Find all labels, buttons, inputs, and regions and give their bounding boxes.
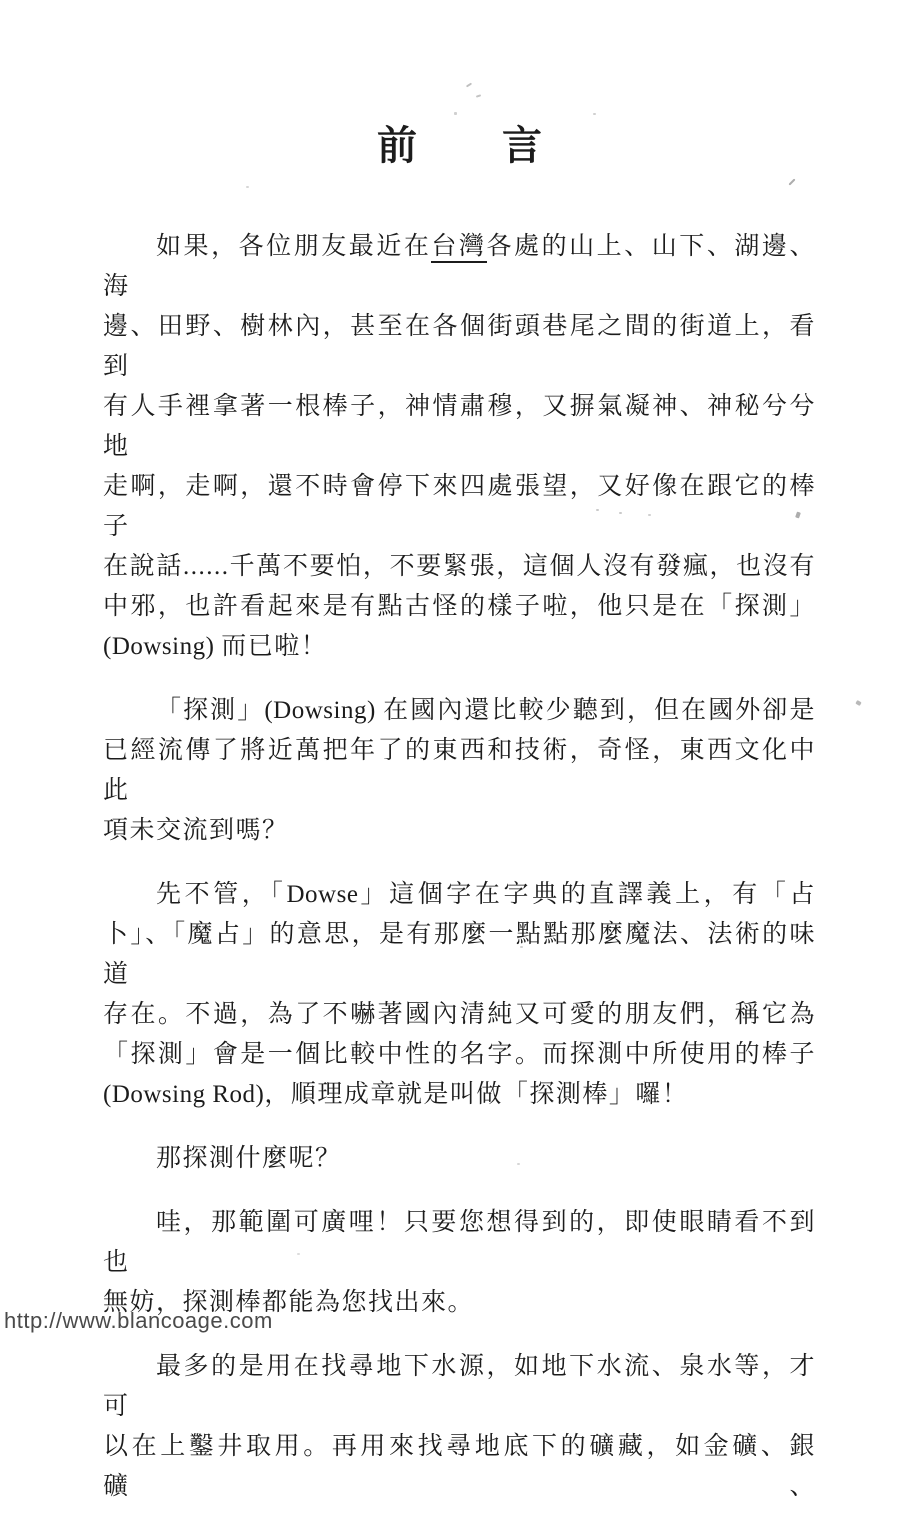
page-title [103, 118, 816, 174]
text-line [103, 1035, 816, 1075]
latin-text: (Dowsing Rod) [103, 1081, 265, 1108]
text-line [103, 587, 816, 627]
text-line [103, 627, 816, 667]
paragraph [103, 1203, 816, 1323]
cjk-text: 走啊，走啊，還不時會停下來四處張望，又好像在跟它的棒子 [103, 473, 816, 540]
cjk-text: 項未交流到嗎？ [103, 817, 289, 844]
cjk-text: 各處的山上、山下、湖邊、海 [103, 233, 816, 300]
scan-noise [466, 83, 472, 88]
paragraph [103, 1139, 816, 1179]
cjk-text: 以在上鑿井取用。再用來找尋地底下的礦藏，如金礦、銀礦、 [103, 1433, 816, 1500]
cjk-text: 中邪，也許看起來是有點古怪的樣子啦，他只是在「探測」 [103, 593, 816, 620]
title-glyph: 前 [377, 123, 417, 168]
paragraph [103, 691, 816, 851]
text-line [103, 307, 816, 387]
scan-noise [596, 509, 599, 511]
scan-noise [246, 186, 249, 188]
text-line [103, 1075, 816, 1115]
scan-noise [593, 113, 596, 115]
latin-text: (Dowsing) [103, 633, 222, 660]
cjk-text: 在說話......千萬不要怕，不要緊張，這個人沒有發瘋，也沒有 [103, 553, 816, 580]
cjk-text: 最多的是用在找尋地下水源，如地下水流、泉水等，才可 [103, 1353, 816, 1420]
text-line [103, 731, 816, 811]
text-line [103, 1139, 816, 1179]
text-line [103, 227, 816, 307]
cjk-text: 先不管，「 [156, 881, 287, 908]
cjk-text: 邊、田野、樹林內，甚至在各個街頭巷尾之間的街道上，看到 [103, 313, 816, 380]
cjk-text: 如果，各位朋友最近在 [156, 233, 432, 260]
scan-noise [476, 94, 481, 97]
text-line [103, 1427, 816, 1507]
cjk-text: 」這個字在字典的直譯義上，有「占 [358, 881, 816, 908]
text-line [103, 811, 816, 851]
text-line [103, 387, 816, 467]
cjk-text: 而已啦！ [221, 633, 328, 660]
scan-noise [517, 1163, 520, 1165]
cjk-text: 已經流傳了將近萬把年了的東西和技術，奇怪，東西文化中此 [103, 737, 816, 804]
body-text [103, 227, 816, 1531]
text-line [103, 915, 816, 995]
cjk-text: ，順理成章就是叫做「探測棒」囉！ [264, 1081, 689, 1108]
scan-noise [788, 178, 795, 185]
cjk-text: 卜」、「魔占」的意思，是有那麼一點點那麼魔法、法術的味道 [103, 921, 816, 988]
scan-noise [619, 512, 622, 514]
text-line [103, 467, 816, 547]
title-glyph: 言 [502, 123, 542, 168]
cjk-text: 在國內還比較少聽到，但在國外卻是 [383, 697, 816, 724]
cjk-text: 有人手裡拿著一根棒子，神情肅穆，又摒氣凝神、神秘兮兮地 [103, 393, 816, 460]
text-line [103, 1347, 816, 1427]
cjk-text: 無妨，探測棒都能為您找出來。 [103, 1289, 475, 1316]
underlined-text: 台灣 [431, 233, 486, 263]
cjk-text: 哇，那範圍可廣哩！只要您想得到的，即使眼睛看不到也 [103, 1209, 816, 1276]
scan-noise [648, 514, 651, 516]
text-line [103, 691, 816, 731]
paragraph [103, 875, 816, 1115]
latin-text: Dowse [286, 881, 359, 908]
cjk-text: 「探測」會是一個比較中性的名字。而探測中所使用的棒子 [103, 1041, 816, 1068]
paragraph [103, 1347, 816, 1507]
cjk-text: 存在。不過，為了不嚇著國內清純又可愛的朋友們，稱它為 [103, 1001, 816, 1028]
scan-noise [454, 112, 457, 115]
text-line [103, 995, 816, 1035]
cjk-text: 「探測」 [156, 697, 265, 724]
scan-noise [855, 700, 861, 706]
text-line [103, 547, 816, 587]
scan-noise [520, 946, 523, 948]
cjk-text: 那探測什麼呢？ [156, 1145, 342, 1172]
paragraph [103, 227, 816, 667]
latin-text: (Dowsing) [264, 697, 384, 724]
footer-url: http://www.blancoage.com [4, 1308, 273, 1333]
scan-noise [297, 1253, 300, 1255]
text-line [103, 875, 816, 915]
text-line [103, 1203, 816, 1283]
